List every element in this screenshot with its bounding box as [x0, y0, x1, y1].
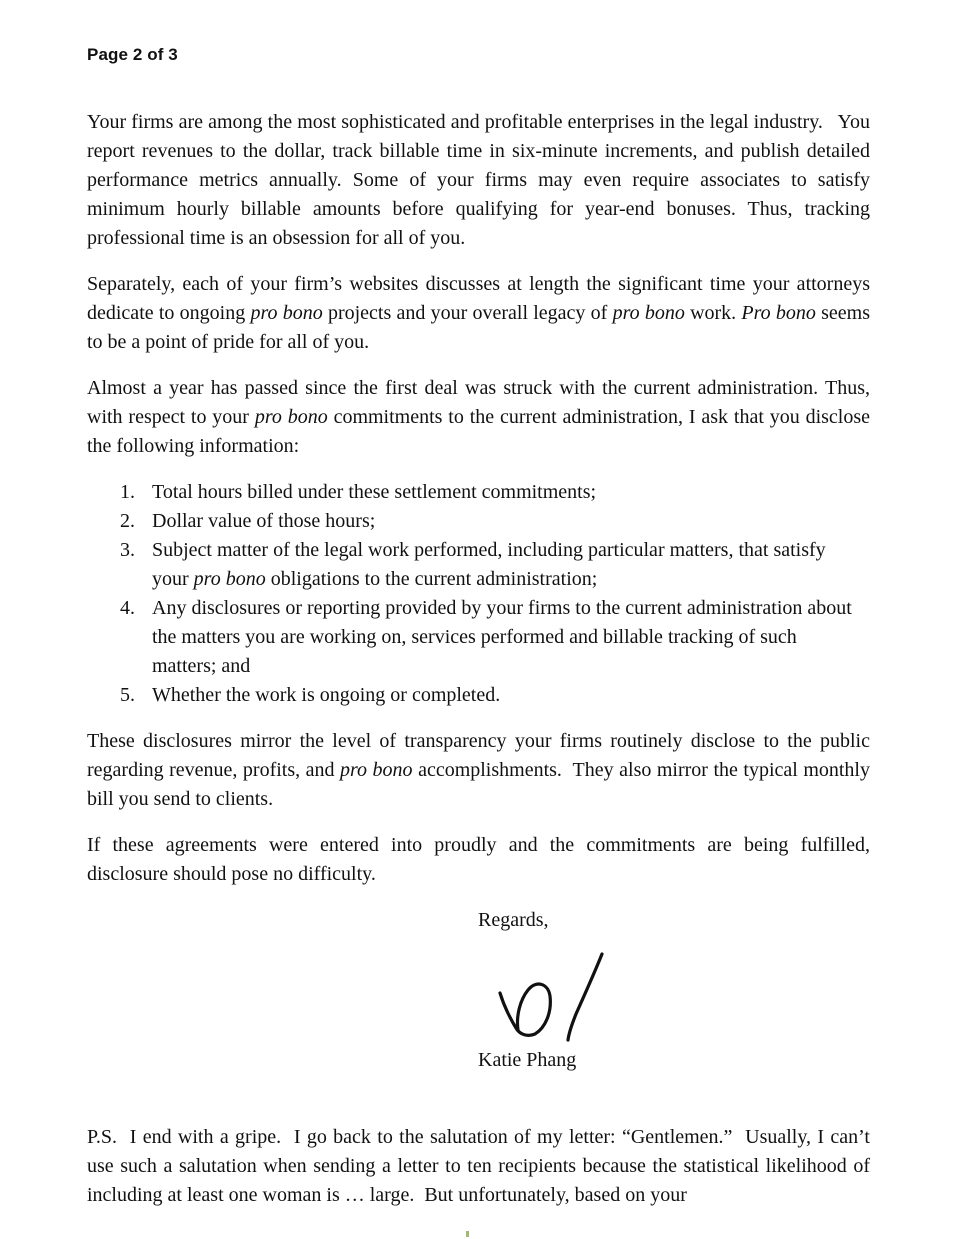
- paragraph-no-difficulty: If these agreements were entered into proudly and the commitments are being fulfilled, disclosure should pose no difficulty.: [87, 834, 870, 885]
- text-segment: commitments to the current administration, I ask that you disclose the following information:: [87, 406, 871, 457]
- footer-mark: [466, 1231, 469, 1237]
- paragraph-pro-bono-pride: [87, 270, 870, 357]
- italic-term: pro bono: [612, 302, 685, 324]
- list-item-text: Whether the work is ongoing or completed.: [152, 684, 501, 706]
- italic-term: pro bono: [193, 568, 266, 590]
- list-number: 1.: [120, 481, 135, 503]
- signer-name: Katie Phang: [478, 1049, 577, 1071]
- paragraph-disclosure-request: [87, 374, 870, 461]
- italic-term: pro bono: [250, 302, 323, 324]
- postscript-paragraph: P.S. I end with a gripe. I go back to the salutation of my letter: “Gentlemen.” Usually, I can’t use such a salutation when sending a letter to ten recipients because the statistical likelihood of including at least one woman is … large. But unfortunately, based on your: [87, 1126, 870, 1206]
- list-item-text: obligations to the current administration;: [265, 568, 598, 590]
- page-indicator: Page 2 of 3: [87, 45, 178, 64]
- text-segment: Almost a year has passed since the first deal was struck with the current administration. Thus, with respect to your: [87, 377, 870, 428]
- closing-salutation: Regards,: [478, 909, 549, 931]
- list-item-text: Subject matter of the legal work performed, including particular matters, that satisfy your: [152, 539, 826, 590]
- signature-stroke-loop: [500, 984, 550, 1035]
- list-item-text: Total hours billed under these settlement commitments;: [152, 481, 597, 503]
- list-number: 3.: [120, 539, 135, 561]
- list-number: 4.: [120, 597, 135, 619]
- list-number: 5.: [120, 684, 135, 706]
- italic-term: pro bono: [254, 406, 328, 428]
- text-segment: accomplishments. They also mirror the typical monthly bill you send to clients.: [87, 759, 870, 810]
- list-item: [87, 681, 870, 710]
- italic-term: pro bono: [340, 759, 413, 781]
- signature-icon: [490, 948, 615, 1048]
- text-segment: seems to be a point of pride for all of you.: [87, 302, 871, 353]
- paragraph-firm-sophistication: Your firms are among the most sophisticated and profitable enterprises in the legal industry. You report revenues to the dollar, track billable time in six-minute increments, and publish detailed performance metrics annually. Some of your firms may even require associates to satisfy minimum hourly billable amounts before qualifying for year-end bonuses. Thus, tracking professional time is an obsession for all of you.: [87, 111, 870, 249]
- paragraph-transparency: [87, 727, 870, 814]
- text-segment: Separately, each of your firm’s websites discusses at length the significant time your attorneys dedicate to ongoing: [87, 273, 870, 324]
- list-item-text: Dollar value of those hours;: [152, 510, 376, 532]
- list-item-text: Any disclosures or reporting provided by your firms to the current administration about the matters you are working on, services performed and billable tracking of such matters; and: [152, 597, 852, 677]
- list-item: [87, 536, 870, 594]
- list-item: [87, 594, 870, 681]
- disclosure-list: [87, 478, 870, 710]
- signature-stroke-slash: [568, 954, 602, 1040]
- text-segment: These disclosures mirror the level of transparency your firms routinely disclose to the public regarding revenue, profits, and: [87, 730, 870, 781]
- italic-term: Pro bono: [741, 302, 816, 324]
- list-item: [87, 478, 870, 507]
- list-number: 2.: [120, 510, 135, 532]
- text-segment: projects and your overall legacy of: [322, 302, 613, 324]
- list-item: [87, 507, 870, 536]
- text-segment: work.: [684, 302, 742, 324]
